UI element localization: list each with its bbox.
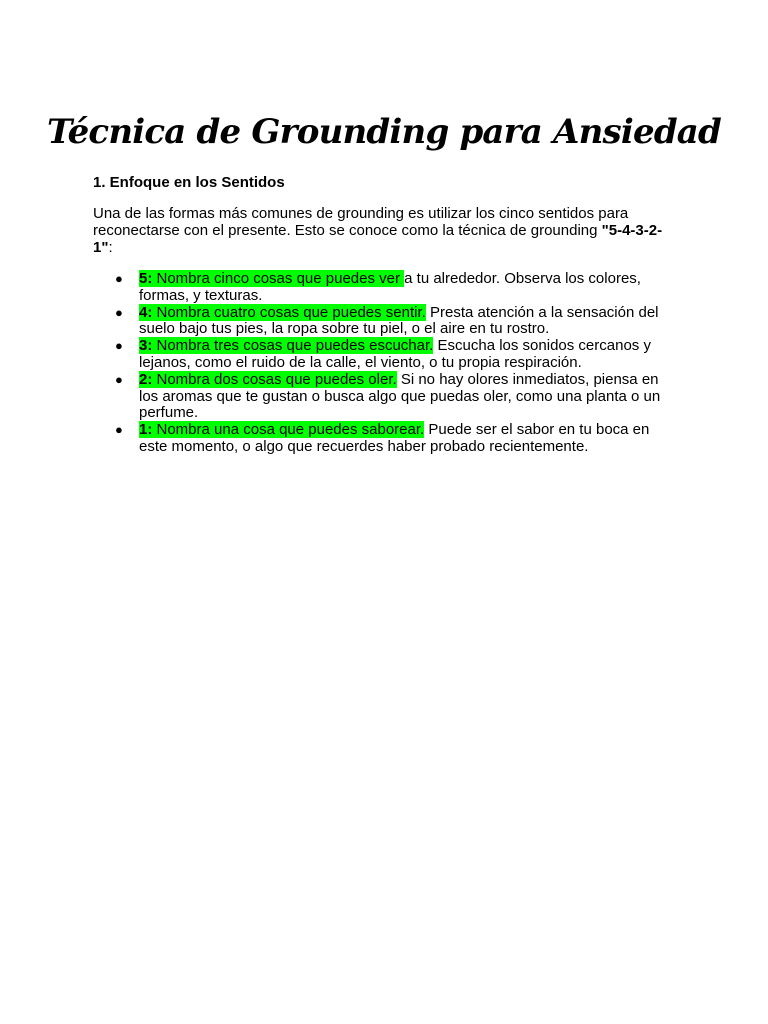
step-description: Puede ser el sabor en tu boca en este momento, o algo que recuerdes haber probado recientemente. [139, 421, 650, 455]
senses-step-list [93, 271, 673, 456]
step-item-2 [93, 372, 673, 422]
step-highlight [139, 304, 426, 321]
step-item-4 [93, 305, 673, 339]
step-highlight [139, 371, 397, 388]
step-number: 2: [139, 370, 153, 388]
step-item-1 [93, 422, 673, 456]
step-highlight [139, 337, 433, 354]
step-item-3 [93, 338, 673, 372]
intro-text: Una de las formas más comunes de grounding es utilizar los cinco sentidos para reconectarse con el presente. Esto se conoce como la técnica de grounding [93, 205, 629, 239]
step-number: 5: [139, 270, 153, 287]
step-description: Presta atención a la sensación del suelo bajo tus pies, la ropa sobre tu piel, o el aire en tu rostro. [139, 303, 659, 338]
intro-paragraph [93, 205, 673, 256]
step-number: 4: [139, 303, 153, 321]
step-item-5 [93, 271, 673, 305]
technique-name: "5-4-3-2-1" [93, 222, 663, 256]
step-highlight-text: Nombra tres cosas que puedes escuchar. [152, 337, 434, 355]
step-number: 1: [139, 421, 153, 439]
section-heading: 1. Enfoque en los Sentidos [93, 174, 285, 191]
bullet-icon: ● [115, 271, 123, 286]
step-highlight-text: Nombra dos cosas que puedes oler. [152, 370, 397, 388]
step-highlight [139, 270, 404, 287]
intro-suffix: : [108, 239, 113, 256]
bullet-icon: ● [115, 338, 123, 354]
step-description: Si no hay olores inmediatos, piensa en los aromas que te gustan o busca algo que puedas oler, como una planta o un perfume. [139, 370, 661, 422]
bullet-icon: ● [115, 304, 123, 320]
step-highlight-text: Nombra cinco cosas que puedes ver [152, 270, 405, 287]
bullet-icon: ● [115, 371, 123, 387]
document-title: Técnica de Grounding para Ansiedad [46, 112, 722, 152]
step-highlight-text: Nombra una cosa que puedes saborear. [152, 421, 425, 439]
step-highlight-text: Nombra cuatro cosas que puedes sentir. [152, 303, 426, 321]
step-highlight [139, 421, 424, 438]
step-description: Escucha los sonidos cercanos y lejanos, como el ruido de la calle, el viento, o tu propia respiración. [139, 337, 651, 371]
bullet-icon: ● [115, 422, 123, 438]
step-description: a tu alrededor. Observa los colores, formas, y texturas. [139, 270, 641, 304]
step-number: 3: [139, 337, 153, 355]
